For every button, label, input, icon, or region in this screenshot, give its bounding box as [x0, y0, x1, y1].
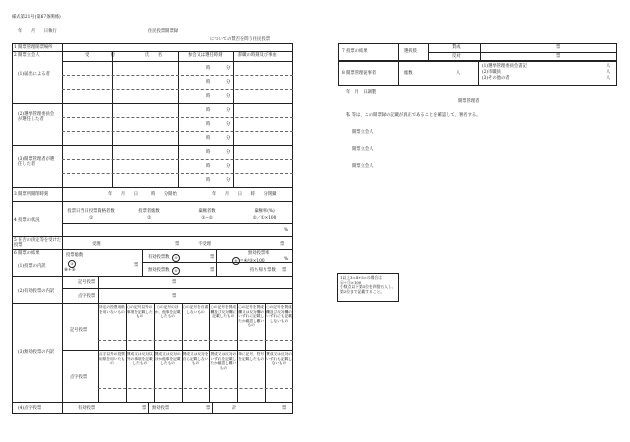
time-minute-unit: 分 [226, 79, 231, 85]
certification-statement: 私 等は、この開票録の記載が真正であることを確認して、署名する。 [346, 113, 481, 118]
sec6-2-row-2: 点字投票 [78, 294, 96, 299]
sec2-col-4: 辞職の時刻及び事由 [238, 53, 277, 58]
sec2-group-2: (2)選挙管理委員会が選任した者 [18, 112, 55, 122]
sec8-item-3-unit: 人 [606, 76, 611, 81]
sec6-1-label: (1)投票の内訳 [18, 264, 46, 269]
time-hour-unit: 時 [206, 121, 211, 127]
braille-valid-label: 有効投票 [78, 406, 96, 411]
sec8-label: 8 開票管理従事者 [342, 71, 377, 76]
invalid-reason-braille: 賛成又は反対のいずれも記載しないもの [266, 352, 292, 365]
sec4-col-2: 投票者総数 [138, 209, 160, 214]
invalid-reason-braille: 単に記号、符号を記載したもの [238, 352, 265, 361]
invalid-reason-braille: 賛成又は反対以外の事項を記載したもの [126, 352, 153, 365]
sec6-valid-circ: ④ [172, 254, 180, 262]
invalid-reason-braille: 賛成又は反対を自ら記載しないもの [182, 352, 209, 365]
sec6-4-label: (4)点字投票 [18, 406, 42, 411]
sec6-total-label: 投票総数 [66, 253, 84, 258]
sec4-sub-2: ② [147, 216, 151, 221]
invalid-reason-braille: 点字以外の投票用紙を用いたもの [99, 352, 125, 365]
sec6-2-row-1-unit: 票 [172, 280, 177, 285]
sec6-invalid-label: 無効投票数 [148, 268, 170, 273]
sec6-rate-formula: ⑥ =④/③×100 [232, 257, 265, 265]
witness-3: 開票立会人 [352, 164, 374, 169]
sec2-label: 2 開票立会人 [14, 53, 40, 58]
form-number: 様式第21号(第67条関係) [12, 15, 61, 20]
document-title: 住民投票開票録 [148, 29, 179, 34]
label-column-divider [62, 43, 63, 414]
witness-2: 開票立会人 [352, 147, 374, 152]
sec5-label: 5 在否の決定等を受けた投票 [14, 238, 62, 248]
sec6-2-row-2-unit: 票 [172, 294, 177, 299]
prepared-date: 年 月 日調製 [346, 90, 377, 95]
sec6-label: 6 開票の結果 [14, 251, 40, 256]
time-minute-unit: 分 [226, 149, 231, 155]
sec2-col-3: 参会又は選任時刻 [188, 53, 223, 58]
braille-valid-unit: 票 [142, 406, 147, 411]
sec8-item-2: (2)市職員 [482, 70, 501, 75]
invalid-reason-ballot: ○の記号を賛成欄又は反対欄のいずれに記載したか確認し難いもの [238, 305, 265, 327]
braille-total-unit: 票 [282, 406, 287, 411]
invalid-reason-ballot: ○の記号のほか、他事を記載したもの [154, 305, 181, 318]
braille-invalid-unit: 票 [206, 406, 211, 411]
document-subtitle: についての賛否を問う住民投票 [210, 37, 271, 42]
sec2-group-1: (1)届出による者 [18, 72, 50, 77]
sec6-invalid-unit: 票 [210, 268, 215, 273]
time-minute-unit: 分 [226, 121, 231, 127]
invalid-reason-ballot: ○の記号を賛成欄及び反対欄のいずれにも記載しないもの [266, 305, 292, 323]
time-hour-unit: 時 [206, 149, 211, 155]
sec6-invalid-rate-label: 無効投票率 [248, 251, 270, 256]
note-text-1: 1以上3=4+5=の場合は⑥÷③×100 [340, 275, 382, 285]
invalid-reason-ballot: ○の記号を賛成欄及び反対欄に記載したもの [210, 305, 237, 318]
time-hour-unit: 時 [206, 177, 211, 183]
sec4-col-4: 棄権率(%) [254, 209, 275, 214]
sec7-opt-yes: 賛成 [452, 45, 461, 50]
witness-1: 開票立会人 [352, 130, 374, 135]
time-minute-unit: 分 [226, 107, 231, 113]
note-text-2: 小数点以下第3位を四捨五入し、第2位まで記載すること。 [340, 284, 396, 294]
sec3-label: 3 開票所開閉時刻 [14, 192, 49, 197]
sec4-col-1: 投票日当日投票資格者数 [67, 209, 115, 214]
sec6-3-row-2: 点字投票 [70, 375, 88, 380]
sec2-group-3: (3)開票管理者が選任した者 [18, 157, 55, 167]
sec6-invalid-circ: ⑤ [172, 267, 180, 275]
time-minute-unit: 分 [226, 163, 231, 169]
sec3-close: 年 月 日 時 分閉鎖 [212, 192, 277, 197]
sec7-yes-unit: 票 [556, 45, 561, 50]
sec8-sub: 総数 [404, 71, 413, 76]
sec7-label: 7 投票の結果 [342, 49, 368, 54]
official-label: 開票管理者 [458, 99, 480, 104]
sec8-item-3: (3)その他の者 [482, 76, 510, 81]
sec6-3-label: (3)無効投票の内訳 [18, 350, 55, 355]
sec5-rejected-unit: 票 [280, 242, 285, 247]
sec7-opt-no: 反対 [452, 54, 461, 59]
sec5-accepted: 受理 [92, 242, 101, 247]
sec6-2-row-1: 記号投票 [78, 280, 96, 285]
time-hour-unit: 時 [206, 79, 211, 85]
invalid-reason-braille: 賛成又は反対のほか他事を記載したもの [154, 352, 181, 365]
time-hour-unit: 時 [206, 93, 211, 99]
sec5-accepted-unit: 票 [175, 242, 180, 247]
sec7-sub: 選択肢 [404, 49, 417, 54]
invalid-reason-braille: 賛成又は反対のいずれを記載したか確認し難いもの [210, 352, 237, 370]
sec2-col-2: 氏 名 [145, 53, 163, 58]
sec6-valid-label: 有効投票数 [148, 255, 170, 260]
braille-total-label: 計 [232, 406, 237, 411]
sec5-rejected: 不受理 [198, 242, 211, 247]
sec8-item-2-unit: 人 [606, 70, 611, 75]
time-minute-unit: 分 [226, 93, 231, 99]
sec6-total-unit: 票 [134, 263, 139, 268]
sec6-2-label: (2)有効投票の内訳 [18, 289, 55, 294]
sec4-sub-4: ②／①×100 [252, 216, 277, 221]
sec6-valid-unit: 票 [210, 255, 215, 260]
sec3-open: 年 月 日 時 分開始 [108, 192, 177, 197]
sec8-total-unit: 人 [456, 71, 461, 76]
sec1-label: 1 開票管理開票場所 [14, 45, 53, 50]
sec6-3-row-1: 記号投票 [70, 328, 88, 333]
sec2-col-1: 受 付 [85, 53, 116, 58]
time-minute-unit: 分 [226, 177, 231, 183]
sec6-total-sum: ⑧+⑨ [64, 268, 76, 273]
time-hour-unit: 時 [206, 65, 211, 71]
time-minute-unit: 分 [226, 65, 231, 71]
time-hour-unit: 時 [206, 135, 211, 141]
sec4-pct: % [284, 228, 289, 233]
invalid-reason-ballot: ○の記号を自書しないもの [182, 305, 209, 314]
sec4-label: 4 投票の状況 [14, 218, 40, 223]
sec6-takehome-unit: 票 [282, 268, 287, 273]
sec4-col-3: 棄権者数 [198, 209, 216, 214]
sec6-total-circ: ③ [68, 260, 76, 268]
sec6-rate-pct: % [284, 257, 289, 262]
time-minute-unit: 分 [226, 135, 231, 141]
sec4-sub-3: ①−② [201, 216, 213, 221]
invalid-reason-ballot: ○の記号以外の事項を記載したもの [126, 305, 153, 318]
braille-invalid-label: 無効投票 [152, 406, 170, 411]
execution-date: 年 月 日執行 [18, 29, 57, 34]
time-hour-unit: 時 [206, 163, 211, 169]
invalid-reason-ballot: 所定の投票用紙を用いないもの [99, 305, 125, 314]
time-hour-unit: 時 [206, 107, 211, 113]
sec4-sub-1: ① [89, 216, 93, 221]
sec8-item-1: (1)選挙管理委員会書記 [482, 64, 527, 69]
sec8-item-1-unit: 人 [606, 64, 611, 69]
sec7-no-unit: 票 [556, 54, 561, 59]
sec6-takehome-label: 持ち帰り票数 [250, 268, 276, 273]
